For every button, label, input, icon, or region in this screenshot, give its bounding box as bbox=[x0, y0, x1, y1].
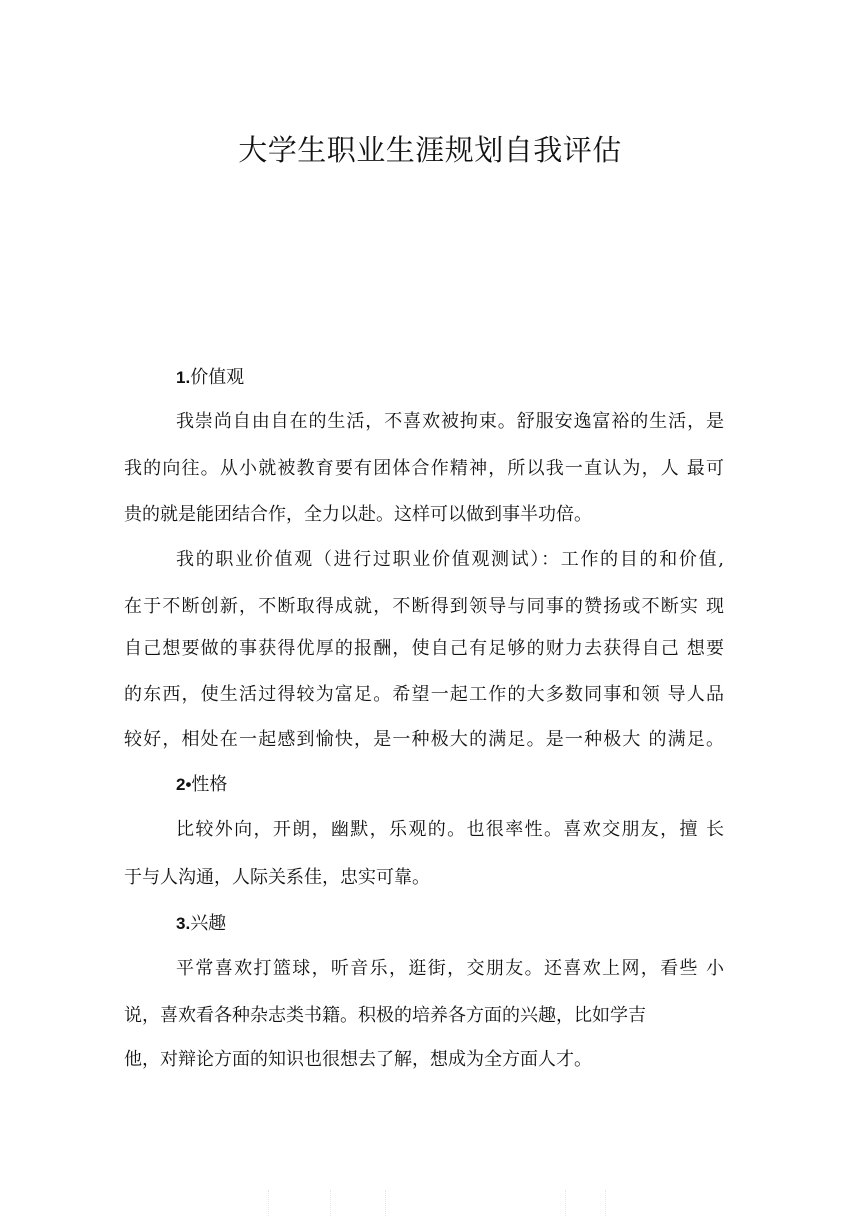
section-number: 2• bbox=[176, 775, 192, 794]
paragraph-line: 于与人沟通，人际关系佳，忠实可靠。 bbox=[124, 867, 430, 888]
paragraph-line: 我的职业价值观（进行过职业价值观测试）：工作的目的和价值, bbox=[176, 549, 724, 570]
section-heading-values bbox=[176, 363, 244, 393]
paragraph-line: 的东西，使生活过得较为富足。希望一起工作的大多数同事和领 导人品 bbox=[124, 684, 724, 705]
paragraph-line: 比较外向，开朗，幽默，乐观的。也很率性。喜欢交朋友，擅 长 bbox=[176, 819, 724, 840]
paragraph-line: 平常喜欢打篮球，听音乐，逛街，交朋友。还喜欢上网，看些 小 bbox=[176, 958, 724, 979]
section-heading-text: 兴趣 bbox=[190, 913, 227, 934]
paragraph-line: 说，喜欢看各种杂志类书籍。积极的培养各方面的兴趣，比如学吉 bbox=[124, 1005, 646, 1026]
paragraph-line: 他，对辩论方面的知识也很想去了解，想成为全方面人才。 bbox=[124, 1049, 592, 1070]
section-heading-interests bbox=[176, 909, 226, 939]
section-number: 1. bbox=[176, 368, 191, 387]
paragraph-line: 较好，相处在一起感到愉快，是一种极大的满足。是一种极大 的满足。 bbox=[124, 729, 724, 750]
section-heading-personality bbox=[176, 770, 227, 800]
paragraph-line: 我的向往。从小就被教育要有团体合作精神，所以我一直认为，人 最可 bbox=[124, 458, 724, 479]
section-number: 3. bbox=[176, 914, 191, 933]
section-heading-text: 价值观 bbox=[190, 367, 245, 388]
paragraph-line: 自己想要做的事获得优厚的报酬，使自己有足够的财力去获得自己 想要 bbox=[124, 638, 724, 659]
document-title: 大学生职业生涯规划自我评估 bbox=[238, 133, 622, 167]
faint-page-marks bbox=[250, 1190, 630, 1218]
paragraph-line: 在于不断创新，不断取得成就，不断得到领导与同事的赞扬或不断实 现 bbox=[124, 596, 724, 617]
section-heading-text: 性格 bbox=[191, 774, 228, 795]
paragraph-line: 贵的就是能团结合作，全力以赴。这样可以做到事半功倍。 bbox=[124, 504, 592, 525]
paragraph-line: 我崇尚自由自在的生活，不喜欢被拘束。舒服安逸富裕的生活，是 bbox=[176, 411, 724, 432]
